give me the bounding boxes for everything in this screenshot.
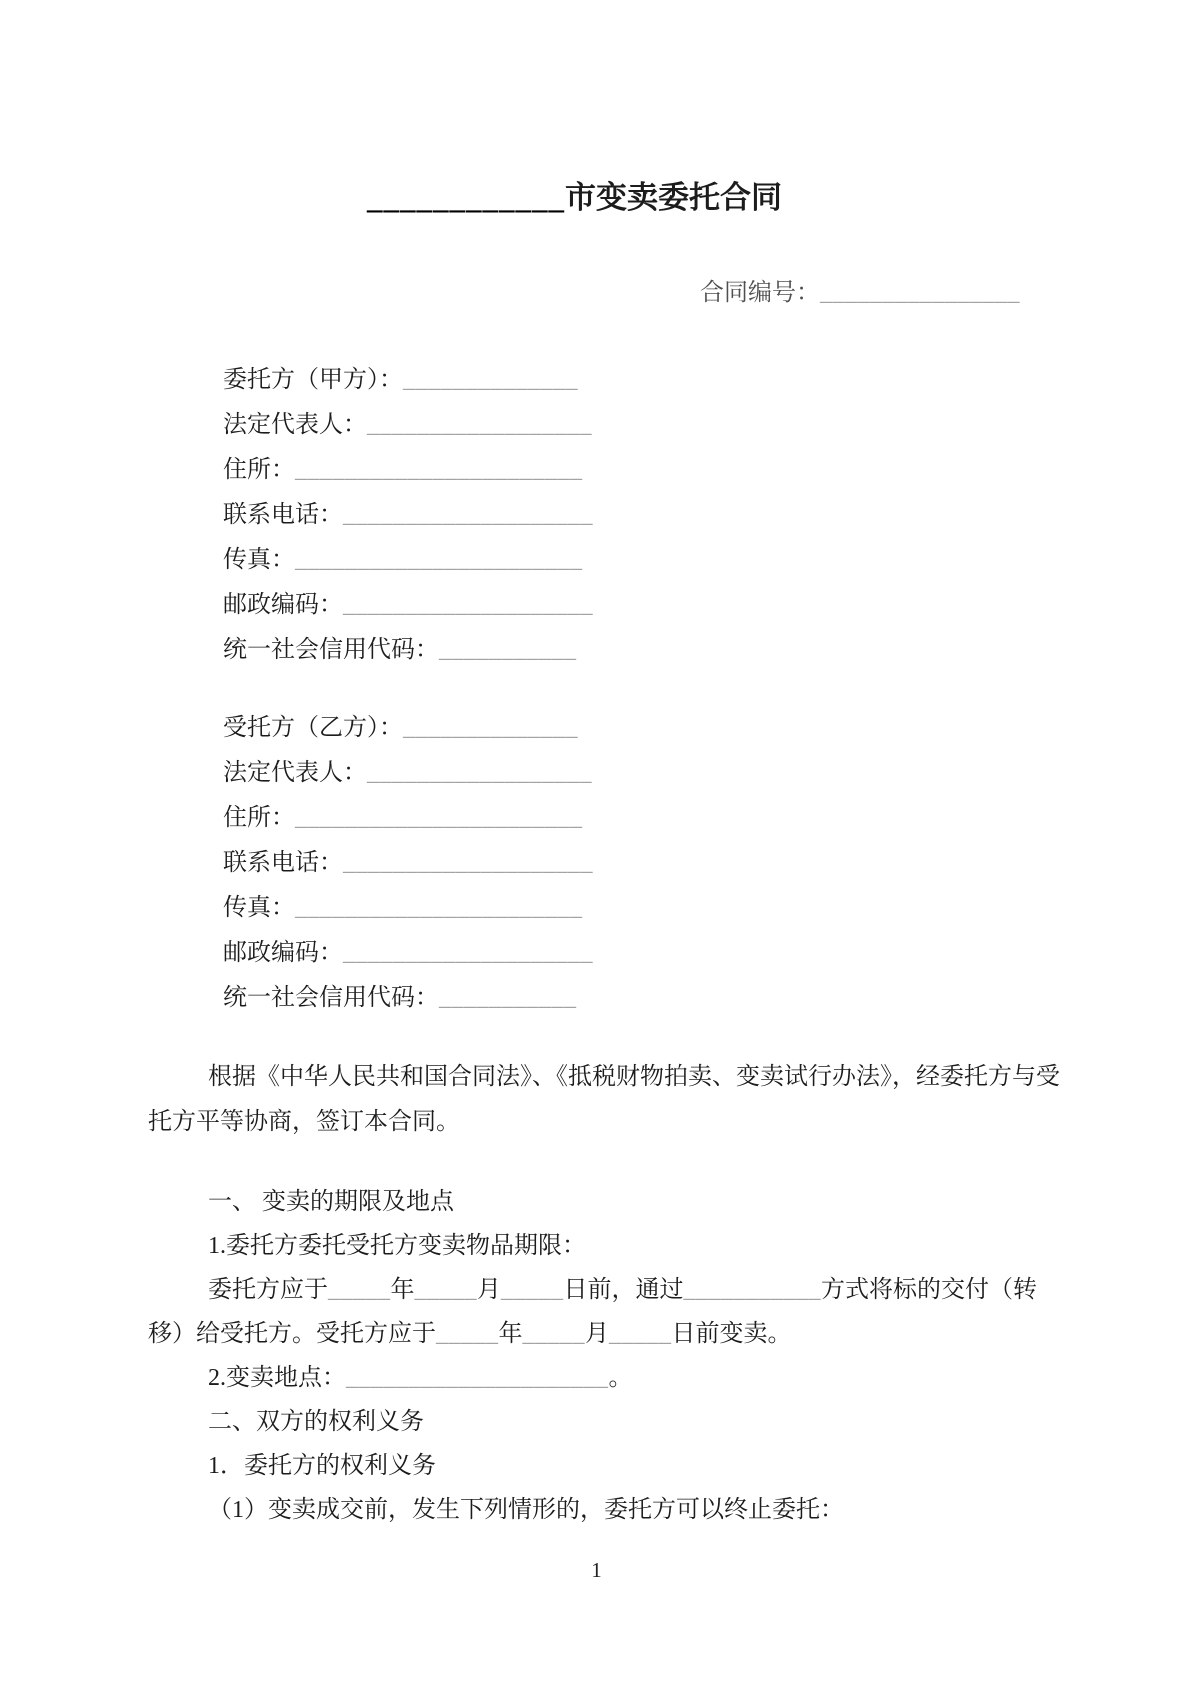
field-row-fax-b bbox=[148, 886, 1045, 931]
page-number: 1 bbox=[591, 1558, 602, 1582]
party-a-fields bbox=[148, 358, 1045, 673]
clause-text: 年 bbox=[498, 1321, 523, 1347]
field-label: 统一社会信用代码： bbox=[223, 985, 439, 1011]
day-blank: _____ bbox=[501, 1277, 564, 1303]
field-blank: ____________________ bbox=[343, 502, 593, 528]
section1-item2 bbox=[148, 1356, 1045, 1400]
field-label: 法定代表人： bbox=[223, 412, 367, 438]
month-blank: _____ bbox=[522, 1321, 585, 1347]
contract-body bbox=[148, 1180, 1045, 1532]
field-blank: ______________ bbox=[403, 715, 578, 741]
field-label: 委托方（甲方）： bbox=[223, 367, 403, 393]
clause-text: 委托方应于 bbox=[208, 1277, 328, 1303]
field-blank: __________________ bbox=[367, 412, 592, 438]
field-blank: ____________________ bbox=[343, 850, 593, 876]
document-title bbox=[126, 176, 1023, 220]
year-blank: _____ bbox=[436, 1321, 499, 1347]
clause-text: 日前，通过 bbox=[563, 1277, 684, 1303]
field-blank: __________________ bbox=[367, 760, 592, 786]
field-row-address-b bbox=[148, 796, 1045, 841]
field-label: 传真： bbox=[223, 895, 295, 921]
field-label: 统一社会信用代码： bbox=[223, 637, 439, 663]
preamble-line-1: 根据《中华人民共和国合同法》、《抵税财物拍卖、变卖试行办法》，经委托方与受 bbox=[208, 1064, 1060, 1090]
clause-text: 年 bbox=[390, 1277, 415, 1303]
clause-text: 方式将标的交付（转 bbox=[821, 1277, 1037, 1303]
field-label: 联系电话： bbox=[223, 850, 343, 876]
section1-clause1-line2 bbox=[148, 1312, 1045, 1356]
field-row-fax-a bbox=[148, 538, 1045, 583]
clause-text: 。 bbox=[608, 1365, 633, 1391]
year-blank: _____ bbox=[328, 1277, 391, 1303]
clause-text: 移）给受托方。受托方应于 bbox=[148, 1321, 436, 1347]
day-blank: _____ bbox=[609, 1321, 672, 1347]
field-row-consignor bbox=[148, 358, 1045, 403]
clause-text: 月 bbox=[477, 1277, 501, 1303]
field-row-trustee bbox=[148, 706, 1045, 751]
field-blank: ____________________ bbox=[343, 592, 593, 618]
party-b-fields bbox=[148, 706, 1045, 1021]
field-blank: _______________________ bbox=[295, 547, 583, 573]
field-row-phone-b bbox=[148, 841, 1045, 886]
field-label: 传真： bbox=[223, 547, 295, 573]
section1-item1: 1.委托方委托受托方变卖物品期限： bbox=[208, 1233, 586, 1259]
field-row-credit-code-a bbox=[148, 628, 1045, 673]
title-text: 市变卖委托合同 bbox=[565, 180, 782, 215]
preamble-paragraph bbox=[148, 1055, 1060, 1145]
clause-text: 月 bbox=[585, 1321, 609, 1347]
field-label: 住所： bbox=[223, 457, 295, 483]
preamble-line-2: 托方平等协商，签订本合同。 bbox=[148, 1109, 460, 1135]
field-blank: ____________________ bbox=[343, 940, 593, 966]
section2-heading: 二、双方的权利义务 bbox=[208, 1409, 424, 1435]
field-label: 受托方（乙方）： bbox=[223, 715, 403, 741]
contract-number-label: 合同编号： bbox=[700, 280, 820, 306]
field-blank: ______________ bbox=[403, 367, 578, 393]
field-blank: _______________________ bbox=[295, 457, 583, 483]
field-row-postcode-a bbox=[148, 583, 1045, 628]
field-row-address-a bbox=[148, 448, 1045, 493]
field-blank: _______________________ bbox=[295, 895, 583, 921]
field-row-legal-rep-a bbox=[148, 403, 1045, 448]
section2-clause1: （1）变卖成交前，发生下列情形的，委托方可以终止委托： bbox=[208, 1497, 844, 1523]
section2-item1: 1．委托方的权利义务 bbox=[208, 1453, 436, 1479]
field-label: 联系电话： bbox=[223, 502, 343, 528]
contract-number-row bbox=[700, 278, 1045, 308]
clause-text: 日前变卖。 bbox=[671, 1321, 792, 1347]
title-blank-underline: ____________ bbox=[367, 180, 565, 215]
month-blank: _____ bbox=[414, 1277, 477, 1303]
field-row-phone-a bbox=[148, 493, 1045, 538]
section1-clause1-line1 bbox=[148, 1268, 1045, 1312]
field-row-credit-code-b bbox=[148, 976, 1045, 1021]
field-blank: _______________________ bbox=[295, 805, 583, 831]
field-blank: ___________ bbox=[439, 985, 577, 1011]
field-label: 邮政编码： bbox=[223, 940, 343, 966]
clause-text: 2.变卖地点： bbox=[208, 1365, 346, 1391]
field-row-postcode-b bbox=[148, 931, 1045, 976]
field-label: 法定代表人： bbox=[223, 760, 367, 786]
field-row-legal-rep-b bbox=[148, 751, 1045, 796]
field-blank: ___________ bbox=[439, 637, 577, 663]
field-label: 邮政编码： bbox=[223, 592, 343, 618]
location-blank: _____________________ bbox=[346, 1365, 609, 1391]
section1-heading: 一、 变卖的期限及地点 bbox=[208, 1189, 454, 1215]
contract-number-blank: ________________ bbox=[820, 280, 1020, 306]
method-blank: ___________ bbox=[683, 1277, 821, 1303]
field-label: 住所： bbox=[223, 805, 295, 831]
